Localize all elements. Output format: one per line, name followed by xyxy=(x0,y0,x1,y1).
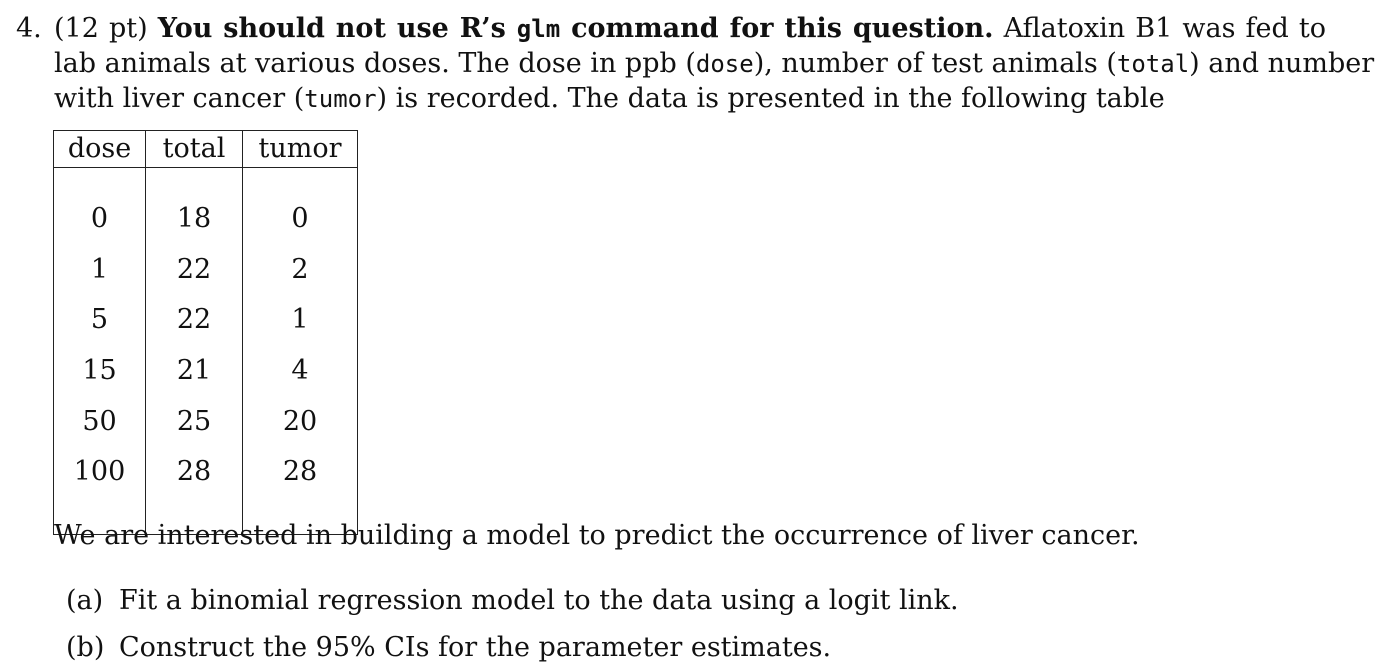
after-table-text: We are interested in building a model to predict the occurrence of liver cancer. xyxy=(54,520,1140,551)
cell-dose: 100 xyxy=(54,447,146,498)
line-3-part-1: with liver cancer ( xyxy=(54,83,305,114)
cell-total: 28 xyxy=(146,447,243,498)
question-line-1 xyxy=(54,11,1326,47)
table-row xyxy=(54,447,358,498)
code-glm: glm xyxy=(516,15,561,43)
table-spacer-row xyxy=(54,168,358,195)
cell-total: 22 xyxy=(146,245,243,296)
cell-tumor: 20 xyxy=(243,396,358,447)
line-2-part-1: lab animals at various doses. The dose in ppb ( xyxy=(54,48,696,79)
bold-instruction-part-1: You should not use R’s xyxy=(157,13,506,44)
code-dose: dose xyxy=(695,50,754,78)
cell-dose: 0 xyxy=(54,194,146,245)
cell-dose: 50 xyxy=(54,396,146,447)
table-header-row xyxy=(54,131,358,168)
cell-dose: 5 xyxy=(54,295,146,346)
header-tumor: tumor xyxy=(243,131,358,168)
part-b-label: (b) xyxy=(66,632,105,663)
line-1-tail: Aflatoxin B1 was fed to xyxy=(1003,13,1326,44)
bold-instruction-part-2: command for this question. xyxy=(571,13,994,44)
question-line-2 xyxy=(54,46,1375,82)
part-b xyxy=(66,630,831,666)
table-row xyxy=(54,194,358,245)
table-row xyxy=(54,346,358,397)
code-tumor: tumor xyxy=(304,85,377,113)
cell-tumor: 1 xyxy=(243,295,358,346)
table-row xyxy=(54,396,358,447)
part-a-label: (a) xyxy=(66,585,104,616)
cell-tumor: 0 xyxy=(243,194,358,245)
data-table xyxy=(53,130,358,535)
cell-dose: 1 xyxy=(54,245,146,296)
cell-tumor: 2 xyxy=(243,245,358,296)
cell-tumor: 4 xyxy=(243,346,358,397)
question-line-3 xyxy=(54,81,1328,117)
cell-total: 21 xyxy=(146,346,243,397)
question-number: 4. xyxy=(16,13,42,44)
cell-tumor: 28 xyxy=(243,447,358,498)
part-a-text: Fit a binomial regression model to the data using a logit link. xyxy=(119,585,959,616)
line-2-part-2: ), number of test animals ( xyxy=(753,48,1117,79)
line-2-part-3: ) and number xyxy=(1189,48,1375,79)
header-total: total xyxy=(146,131,243,168)
cell-total: 18 xyxy=(146,194,243,245)
code-total: total xyxy=(1116,50,1190,78)
table-row xyxy=(54,245,358,296)
table-row xyxy=(54,295,358,346)
cell-total: 25 xyxy=(146,396,243,447)
line-3-part-2: ) is recorded. The data is presented in the following table xyxy=(376,83,1165,114)
bold-instruction xyxy=(158,13,994,44)
part-a xyxy=(66,583,959,619)
question-points: (12 pt) xyxy=(54,13,148,44)
header-dose: dose xyxy=(54,131,146,168)
cell-total: 22 xyxy=(146,295,243,346)
cell-dose: 15 xyxy=(54,346,146,397)
part-b-text: Construct the 95% CIs for the parameter estimates. xyxy=(119,632,832,663)
